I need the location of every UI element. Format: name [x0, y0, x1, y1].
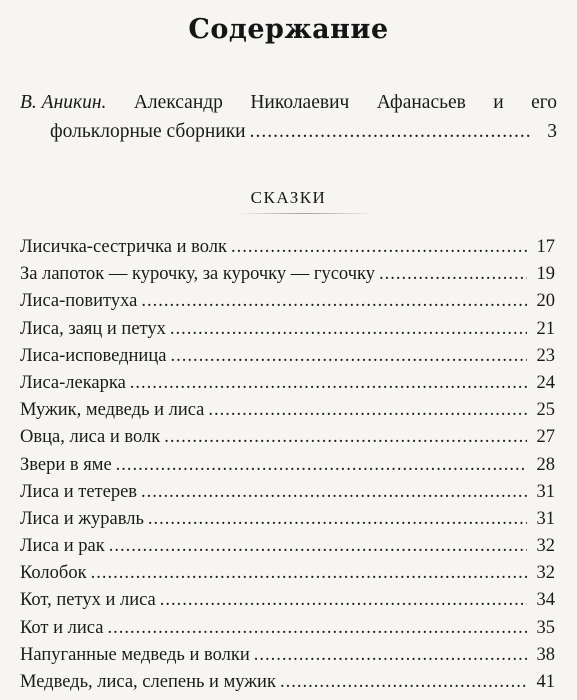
toc-entry: [20, 400, 555, 427]
dot-leader: [141, 482, 527, 503]
intro-word: Афанасьев: [376, 92, 466, 113]
toc-entry: [20, 672, 555, 699]
toc-entry: [20, 291, 555, 318]
intro-word: Александр: [133, 92, 223, 113]
intro-page-number: 3: [547, 121, 557, 142]
toc-entry-page-number: 41: [536, 672, 555, 692]
dot-leader: [280, 672, 527, 693]
toc-entry-page-number: 38: [536, 644, 555, 665]
toc-entry-title: Лисичка-сестричка и волк: [20, 237, 227, 257]
toc-entry-title: Кот и лиса: [20, 617, 104, 638]
toc-entry: [20, 455, 555, 482]
toc-entry-page-number: 32: [536, 536, 555, 557]
toc-entry-title: Лиса-повитуха: [20, 291, 138, 312]
intro-line-1: [20, 88, 557, 117]
toc-entry: [20, 509, 555, 536]
toc-entry-page-number: 34: [536, 590, 555, 611]
toc-entry: [20, 563, 555, 590]
toc-entry-title: Лиса и журавль: [20, 508, 144, 529]
toc-entry-title: Овца, лиса и волк: [20, 427, 161, 448]
toc-entry-title: За лапоток — курочку, за курочку — гусочку: [20, 264, 375, 285]
toc-list: [20, 237, 555, 699]
toc-entry-page-number: 20: [536, 291, 555, 312]
dot-leader: [231, 237, 527, 258]
toc-entry: [20, 373, 555, 400]
dot-leader: [379, 264, 527, 285]
toc-entry-page-number: 19: [536, 264, 555, 285]
toc-entry: [20, 536, 555, 563]
toc-entry-title: Лиса, заяц и петух: [20, 318, 166, 339]
dot-leader: [170, 319, 527, 340]
dot-leader: [160, 590, 527, 611]
section-title: СКАЗКИ: [250, 188, 327, 207]
toc-entry-page-number: 31: [536, 481, 555, 502]
toc-entry-title: Колобок: [20, 563, 87, 584]
toc-entry-title: Кот, петух и лиса: [20, 590, 156, 611]
toc-entry-page-number: 23: [536, 345, 555, 366]
toc-entry-title: Лиса и рак: [20, 536, 105, 557]
toc-entry-title: Медведь, лиса, слепень и мужик: [20, 672, 276, 692]
toc-entry: [20, 319, 555, 346]
toc-entry-page-number: 32: [536, 563, 555, 584]
toc-entry-page-number: 17: [536, 237, 555, 257]
toc-entry: [20, 482, 555, 509]
dot-leader: [208, 400, 527, 421]
toc-entry-title: Лиса-лекарка: [20, 372, 126, 393]
toc-entry-title: Напуганные медведь и волки: [20, 644, 250, 665]
intro-line-2: [20, 117, 557, 146]
toc-entry-page-number: 28: [536, 454, 555, 475]
dot-leader: [148, 509, 527, 530]
dot-leader: [141, 291, 527, 312]
toc-entry: [20, 590, 555, 617]
dot-leader: [170, 346, 527, 367]
intro-word: его: [531, 92, 557, 113]
toc-entry: [20, 645, 555, 672]
dot-leader: [250, 117, 533, 146]
dot-leader: [254, 645, 527, 666]
toc-entry-page-number: 25: [536, 400, 555, 421]
toc-entry: [20, 618, 555, 645]
dot-leader: [116, 455, 527, 476]
dot-leader: [130, 373, 527, 394]
toc-entry-title: Лиса-исповедница: [20, 345, 167, 366]
intro-word: Николаевич: [250, 92, 350, 113]
dot-leader: [91, 563, 527, 584]
toc-entry-page-number: 35: [536, 617, 555, 638]
page-title: Содержание: [188, 14, 389, 45]
intro-author: В. Аникин.: [20, 92, 107, 113]
toc-entry: [20, 264, 555, 291]
dot-leader: [164, 427, 527, 448]
dot-leader: [107, 618, 527, 639]
toc-entry-page-number: 21: [536, 318, 555, 339]
toc-entry: [20, 427, 555, 454]
dot-leader: [109, 536, 527, 557]
intro-title-continuation: фольклорные сборники: [50, 121, 246, 142]
toc-entry-page-number: 24: [536, 372, 555, 393]
intro-entry: [20, 88, 557, 146]
intro-word: и: [493, 92, 504, 113]
toc-entry-title: Лиса и тетерев: [20, 481, 138, 502]
toc-entry-page-number: 31: [536, 508, 555, 529]
toc-entry-title: Мужик, медведь и лиса: [20, 400, 205, 421]
toc-entry: [20, 346, 555, 373]
section-divider: [235, 213, 375, 214]
toc-entry-title: Звери в яме: [20, 454, 112, 475]
toc-entry-page-number: 27: [536, 427, 555, 448]
toc-entry: [20, 237, 555, 264]
